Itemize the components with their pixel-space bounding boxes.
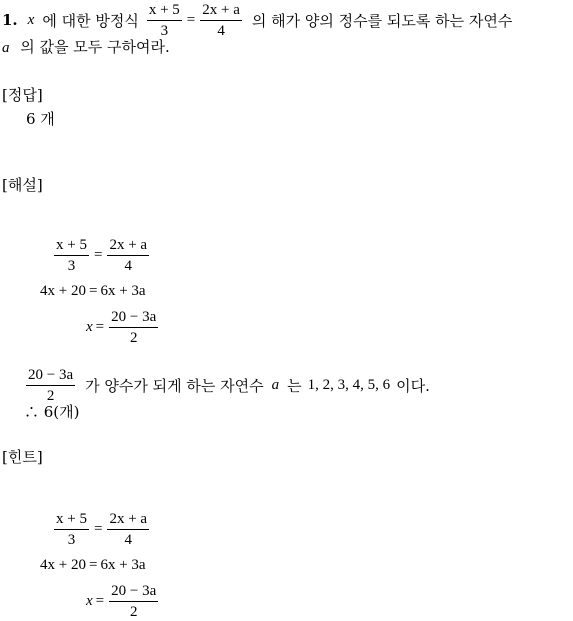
solution-step-1 [52, 236, 151, 275]
problem-line-1 [2, 0, 512, 40]
hint-step1-rhs-den: 4 [124, 532, 132, 548]
eq-rhs-den: 4 [217, 22, 225, 39]
answer-text: 6 개 [26, 110, 55, 128]
problem-text-1: 에 대한 방정식 [42, 11, 139, 30]
hint-step1-lhs-den: 3 [67, 532, 76, 548]
equals-sign: = [95, 319, 105, 335]
eq-lhs-num: x + 5 [147, 1, 182, 21]
answer-heading: [정답] [2, 86, 43, 104]
hint-step-2 [40, 557, 146, 574]
sol-step1-lhs [54, 236, 89, 275]
sol-step2-lhs: 4x + 20 [40, 283, 86, 299]
hint-step-3 [86, 582, 160, 621]
solution-step-2 [40, 283, 146, 300]
solution-conclusion [24, 366, 430, 405]
problem-line-2 [2, 36, 170, 57]
hint-step3-rhs-den: 2 [129, 604, 138, 620]
solution-step-3 [86, 308, 160, 347]
sol-step3-rhs-den: 2 [129, 330, 138, 346]
hint-step1-rhs-num: 2x + a [107, 510, 149, 530]
hint-step-1 [52, 510, 151, 549]
concl-text-b: 는 [287, 377, 302, 395]
concl-values: 1, 2, 3, 4, 5, 6 [307, 377, 391, 393]
equals-sign: = [88, 557, 98, 573]
hint-step1-rhs [107, 510, 149, 549]
hint-step3-rhs-num: 20 − 3a [109, 582, 158, 602]
sol-step1-lhs-den: 3 [67, 258, 76, 274]
sol-step3-rhs [109, 308, 158, 347]
therefore-line: ∴ 6(개) [24, 403, 80, 421]
hint-step2-lhs: 4x + 20 [40, 557, 86, 573]
concl-var: a [271, 377, 280, 393]
eq-rhs-num: 2x + a [200, 1, 242, 21]
concl-den: 2 [46, 388, 55, 404]
equals-sign: = [88, 283, 98, 299]
problem-number: 1. [2, 11, 18, 29]
eq-lhs-den: 3 [160, 22, 169, 39]
concl-num: 20 − 3a [26, 366, 75, 386]
hint-heading: [힌트] [2, 448, 43, 466]
eq-rhs-fraction [200, 1, 242, 40]
solution-heading: [해설] [2, 176, 43, 194]
concl-fraction [26, 366, 75, 405]
equals-sign: = [93, 247, 103, 263]
var-x: x [27, 11, 35, 28]
equals-sign: = [95, 593, 105, 609]
concl-text-a: 가 양수가 되게 하는 자연수 [85, 377, 264, 395]
eq-lhs-fraction [147, 1, 182, 40]
hint-step3-rhs [109, 582, 158, 621]
hint-step1-lhs-num: x + 5 [54, 510, 89, 530]
problem-text-2: 의 해가 양의 정수를 되도록 하는 자연수 [251, 11, 513, 30]
equals-sign: = [93, 521, 103, 537]
problem-text-3: 의 값을 모두 구하여라. [20, 38, 170, 56]
sol-step1-rhs-num: 2x + a [107, 236, 149, 256]
concl-text-c: 이다. [396, 377, 430, 395]
var-a: a [2, 40, 10, 56]
hint-step2-rhs: 6x + 3a [100, 557, 146, 573]
hint-step3-lhs: x [86, 593, 93, 609]
sol-step3-rhs-num: 20 − 3a [109, 308, 158, 328]
equals-sign: = [186, 11, 196, 28]
hint-step1-lhs [54, 510, 89, 549]
sol-step1-rhs [107, 236, 149, 275]
sol-step1-lhs-num: x + 5 [54, 236, 89, 256]
sol-step1-rhs-den: 4 [124, 258, 132, 274]
sol-step3-lhs: x [86, 319, 93, 335]
sol-step2-rhs: 6x + 3a [100, 283, 146, 299]
